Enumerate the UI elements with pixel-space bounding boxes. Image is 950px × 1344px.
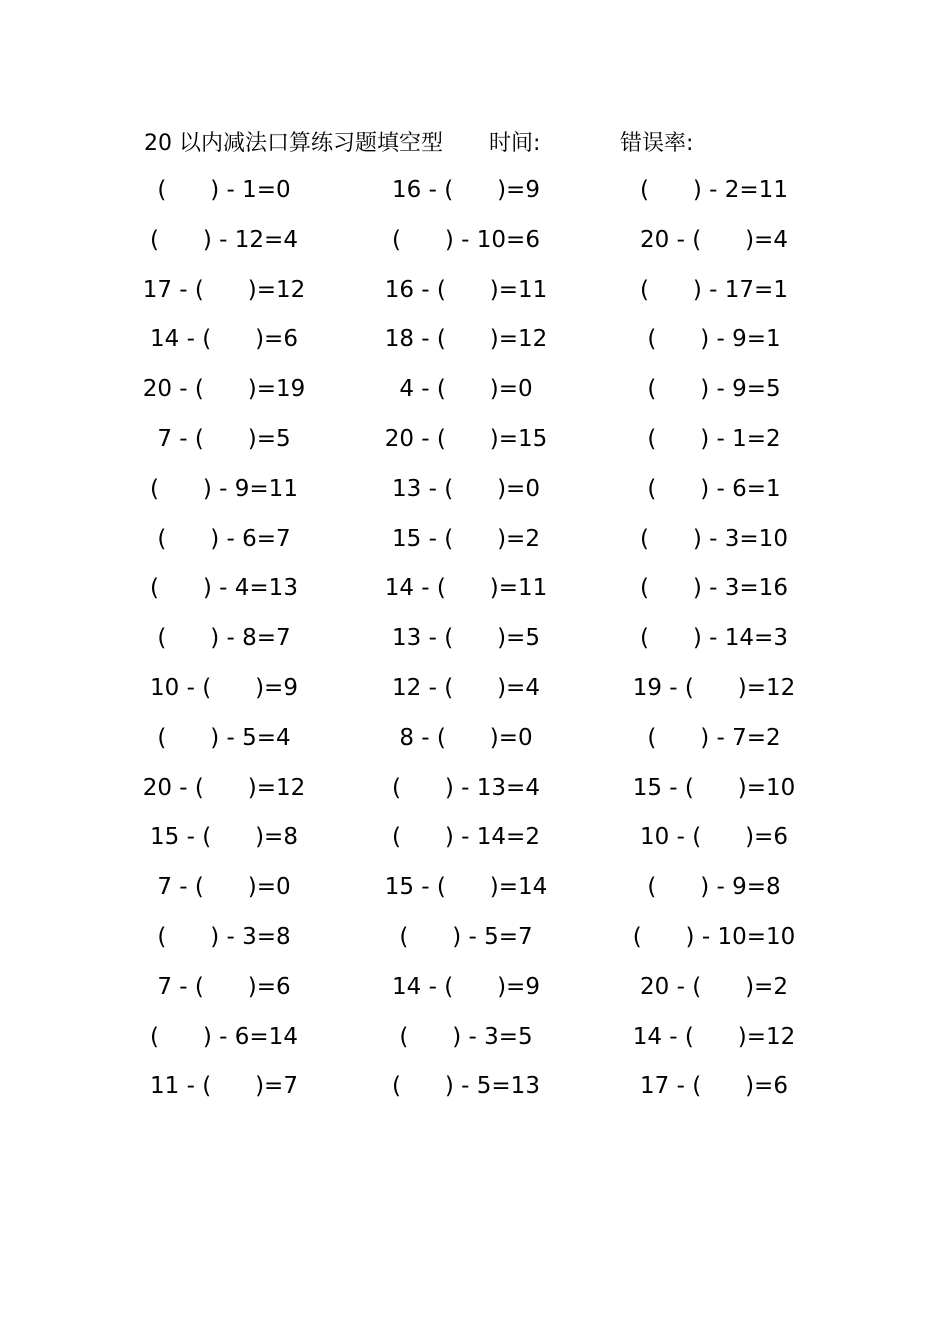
subtraction-problem: ( ) - 5=4 xyxy=(157,724,291,751)
subtraction-problem: ( ) - 3=10 xyxy=(640,525,788,552)
subtraction-problem: 12 - ( )=4 xyxy=(392,674,540,701)
problem-row xyxy=(0,963,950,1013)
worksheet-title: 20 以内减法口算练习题填空型 xyxy=(144,131,443,156)
subtraction-problem: 15 - ( )=2 xyxy=(392,525,540,552)
problem-row xyxy=(0,166,950,216)
problem-row xyxy=(0,863,950,913)
subtraction-problem: 14 - ( )=11 xyxy=(384,575,548,602)
subtraction-problem: 20 - ( )=12 xyxy=(142,774,306,801)
problem-row xyxy=(0,913,950,963)
subtraction-problem: ( ) - 9=5 xyxy=(647,376,781,403)
subtraction-problem: 8 - ( )=0 xyxy=(399,724,533,751)
subtraction-problem: ( ) - 10=10 xyxy=(632,923,796,950)
time-label: 时间: xyxy=(489,131,541,156)
subtraction-problem: ( ) - 14=3 xyxy=(640,625,788,652)
subtraction-problem: ( ) - 17=1 xyxy=(640,276,788,303)
subtraction-problem: ( ) - 12=4 xyxy=(150,226,298,253)
problem-row xyxy=(0,266,950,316)
problem-row xyxy=(0,216,950,266)
subtraction-problem: ( ) - 3=16 xyxy=(640,575,788,602)
problem-row xyxy=(0,1013,950,1063)
subtraction-problem: 20 - ( )=19 xyxy=(142,376,306,403)
worksheet-header xyxy=(0,124,950,164)
subtraction-problem: 17 - ( )=6 xyxy=(640,1073,788,1100)
subtraction-problem: 13 - ( )=5 xyxy=(392,625,540,652)
problem-row xyxy=(0,415,950,465)
subtraction-problem: ( ) - 1=0 xyxy=(157,177,291,203)
subtraction-problem: 16 - ( )=9 xyxy=(392,177,540,203)
subtraction-problem: 15 - ( )=8 xyxy=(150,824,298,851)
subtraction-problem: 19 - ( )=12 xyxy=(632,674,796,701)
problem-row xyxy=(0,564,950,614)
subtraction-problem: ( ) - 14=2 xyxy=(392,824,540,851)
subtraction-problem: ( ) - 5=7 xyxy=(399,923,533,950)
problem-row xyxy=(0,1062,950,1112)
problem-row xyxy=(0,365,950,415)
subtraction-problem: 20 - ( )=15 xyxy=(384,425,548,452)
problem-row xyxy=(0,315,950,365)
subtraction-problem: 14 - ( )=6 xyxy=(150,326,298,353)
problem-row xyxy=(0,714,950,764)
problem-row xyxy=(0,465,950,515)
error-rate-label: 错误率: xyxy=(620,131,694,156)
subtraction-problem: 17 - ( )=12 xyxy=(142,276,306,303)
subtraction-problem: ( ) - 4=13 xyxy=(150,575,298,602)
subtraction-problem: ( ) - 3=5 xyxy=(399,1023,533,1050)
subtraction-problem: ( ) - 9=11 xyxy=(150,475,298,502)
subtraction-problem: ( ) - 13=4 xyxy=(392,774,540,801)
subtraction-problem: ( ) - 9=1 xyxy=(647,326,781,353)
problem-row xyxy=(0,664,950,714)
subtraction-problem: 10 - ( )=6 xyxy=(640,824,788,851)
subtraction-problem: 7 - ( )=5 xyxy=(157,425,291,452)
subtraction-problem: 11 - ( )=7 xyxy=(150,1073,298,1100)
subtraction-problem: ( ) - 3=8 xyxy=(157,923,291,950)
problem-row xyxy=(0,515,950,565)
subtraction-problem: 20 - ( )=2 xyxy=(640,973,788,1000)
subtraction-problem: 7 - ( )=6 xyxy=(157,973,291,1000)
subtraction-problem: ( ) - 5=13 xyxy=(392,1073,540,1100)
problem-row xyxy=(0,813,950,863)
subtraction-problem: ( ) - 6=1 xyxy=(647,475,781,502)
subtraction-problem: ( ) - 6=7 xyxy=(157,525,291,552)
problem-grid xyxy=(0,166,950,1112)
subtraction-problem: 16 - ( )=11 xyxy=(384,276,548,303)
subtraction-problem: 13 - ( )=0 xyxy=(392,475,540,502)
subtraction-problem: 10 - ( )=9 xyxy=(150,674,298,701)
problem-row xyxy=(0,764,950,814)
subtraction-problem: 4 - ( )=0 xyxy=(399,376,533,403)
subtraction-problem: ( ) - 8=7 xyxy=(157,625,291,652)
subtraction-problem: 14 - ( )=9 xyxy=(392,973,540,1000)
subtraction-problem: ( ) - 2=11 xyxy=(640,177,788,203)
problem-row xyxy=(0,614,950,664)
subtraction-problem: 15 - ( )=10 xyxy=(632,774,796,801)
subtraction-problem: ( ) - 6=14 xyxy=(150,1023,298,1050)
subtraction-problem: 18 - ( )=12 xyxy=(384,326,548,353)
subtraction-problem: 7 - ( )=0 xyxy=(157,874,291,901)
subtraction-problem: 15 - ( )=14 xyxy=(384,874,548,901)
subtraction-problem: ( ) - 1=2 xyxy=(647,425,781,452)
subtraction-problem: ( ) - 9=8 xyxy=(647,874,781,901)
subtraction-problem: 14 - ( )=12 xyxy=(632,1023,796,1050)
subtraction-problem: ( ) - 7=2 xyxy=(647,724,781,751)
subtraction-problem: 20 - ( )=4 xyxy=(640,226,788,253)
subtraction-problem: ( ) - 10=6 xyxy=(392,226,540,253)
